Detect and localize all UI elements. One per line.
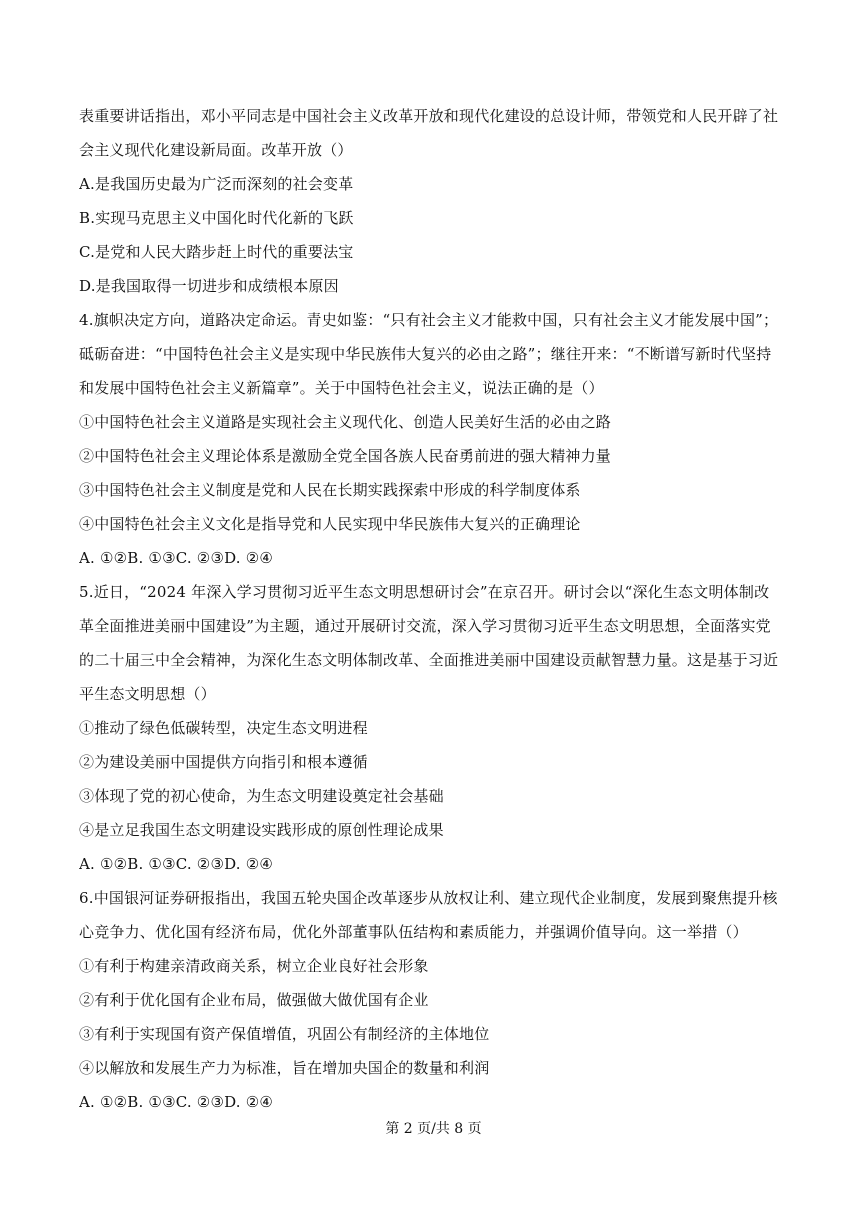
question-5-stem: 的二十届三中全会精神，为深化生态文明体制改革、全面推进美丽中国建设贡献智慧力量。这是基于习近 <box>79 651 779 669</box>
text-line: 表重要讲话指出，邓小平同志是中国社会主义改革开放和现代化建设的总设计师，带领党和人民开辟了社 <box>79 107 779 125</box>
option-b: B.实现马克思主义中国化时代化新的飞跃 <box>79 209 354 227</box>
statement-2: ②为建设美丽中国提供方向指引和根本遵循 <box>79 753 368 771</box>
statement-3: ③中国特色社会主义制度是党和人民在长期实践探索中形成的科学制度体系 <box>79 481 581 499</box>
question-5-stem: 平生态文明思想（） <box>79 685 216 703</box>
question-6-stem: 心竞争力、优化国有经济布局，优化外部董事队伍结构和素质能力，并强调价值导向。这一举措（） <box>79 923 748 941</box>
statement-1: ①中国特色社会主义道路是实现社会主义现代化、创造人民美好生活的必由之路 <box>79 413 612 431</box>
statement-3: ③有利于实现国有资产保值增值，巩固公有制经济的主体地位 <box>79 1025 490 1043</box>
answer-options: A. ①②B. ①③C. ②③D. ②④ <box>79 855 274 873</box>
text-line: 会主义现代化建设新局面。改革开放（） <box>79 141 353 159</box>
question-4-stem: 砥砺奋进：“中国特色社会主义是实现中华民族伟大复兴的必由之路”；继往开来：“不断谱写新时代坚持 <box>79 345 772 363</box>
question-5-stem: 革全面推进美丽中国建设”为主题，通过开展研讨交流，深入学习贯彻习近平生态文明思想，全面落实党 <box>79 617 771 635</box>
statement-3: ③体现了党的初心使命，为生态文明建设奠定社会基础 <box>79 787 444 805</box>
statement-4: ④以解放和发展生产力为标准，旨在增加央国企的数量和利润 <box>79 1059 490 1077</box>
page-footer: 第 2 页/共 8 页 <box>385 1121 482 1137</box>
statement-1: ①有利于构建亲清政商关系，树立企业良好社会形象 <box>79 957 429 975</box>
statement-2: ②有利于优化国有企业布局，做强做大做优国有企业 <box>79 991 429 1009</box>
statement-4: ④中国特色社会主义文化是指导党和人民实现中华民族伟大复兴的正确理论 <box>79 515 581 533</box>
statement-2: ②中国特色社会主义理论体系是激励全党全国各族人民奋勇前进的强大精神力量 <box>79 447 612 465</box>
statement-1: ①推动了绿色低碳转型，决定生态文明进程 <box>79 719 368 737</box>
option-d: D.是我国取得一切进步和成绩根本原因 <box>79 277 339 295</box>
option-a: A.是我国历史最为广泛而深刻的社会变革 <box>79 175 354 193</box>
question-4-stem: 4.旗帜决定方向，道路决定命运。青史如鉴：“只有社会主义才能救中国，只有社会主义才能发展中国”； <box>79 311 779 329</box>
question-5-stem: 5.近日，“2024 年深入学习贯彻习近平生态文明思想研讨会”在京召开。研讨会以“深化生态文明体制改 <box>79 583 770 601</box>
option-c: C.是党和人民大踏步赶上时代的重要法宝 <box>79 243 354 261</box>
question-6-stem: 6.中国银河证券研报指出，我国五轮央国企改革逐步从放权让利、建立现代企业制度，发展到聚焦提升核 <box>79 889 778 907</box>
answer-options: A. ①②B. ①③C. ②③D. ②④ <box>79 549 274 567</box>
question-4-stem: 和发展中国特色社会主义新篇章”。关于中国特色社会主义，说法正确的是（） <box>79 379 604 397</box>
statement-4: ④是立足我国生态文明建设实践形成的原创性理论成果 <box>79 821 444 839</box>
answer-options: A. ①②B. ①③C. ②③D. ②④ <box>79 1093 274 1111</box>
